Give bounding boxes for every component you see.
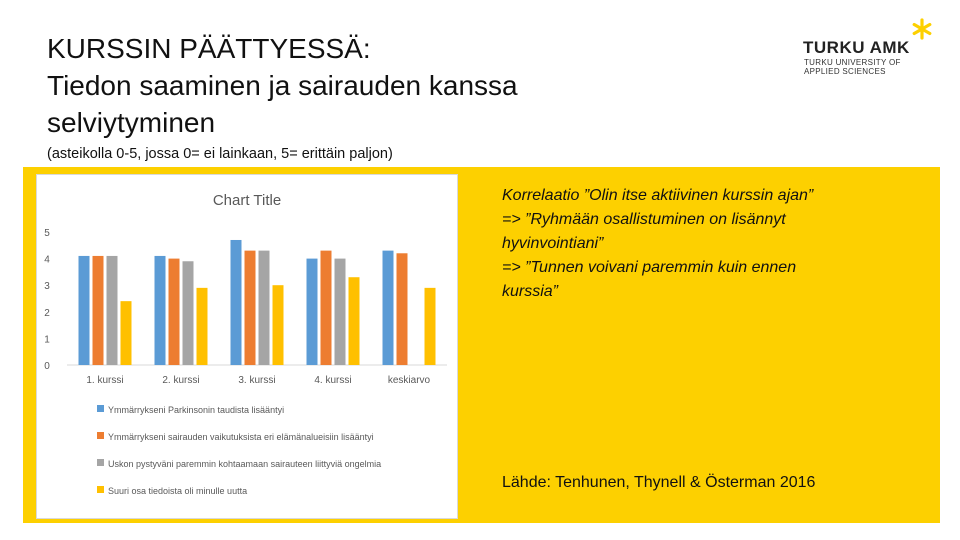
bar <box>307 259 318 365</box>
legend-swatch <box>97 486 104 493</box>
correlation-note <box>502 184 902 304</box>
correlation-line-3: hyvinvointiani” <box>502 235 604 252</box>
slide-title-line-1: KURSSIN PÄÄTTYESSÄ: <box>47 33 371 64</box>
y-tick-label: 1 <box>44 334 50 346</box>
asterisk-star-icon <box>911 18 933 40</box>
slide-title-line-2: Tiedon saaminen ja sairauden kanssa <box>47 70 518 101</box>
bar <box>93 256 104 365</box>
bar <box>197 288 208 365</box>
legend-label: Ymmärrykseni sairauden vaikutuksista eri elämänalueisiin lisääntyi <box>108 432 374 442</box>
bar <box>231 240 242 365</box>
bar <box>259 251 270 365</box>
correlation-line-2: => ”Ryhmään osallistuminen on lisännyt <box>502 211 786 228</box>
bar <box>349 277 360 365</box>
bar <box>335 259 346 365</box>
logo-subtext-line-2: APPLIED SCIENCES <box>804 67 886 76</box>
bar <box>169 259 180 365</box>
legend-swatch <box>97 459 104 466</box>
bar <box>383 251 394 365</box>
scale-note: (asteikolla 0-5, jossa 0= ei lainkaan, 5= erittäin paljon) <box>47 146 393 162</box>
x-tick-label: 1. kurssi <box>86 375 124 386</box>
y-tick-label: 3 <box>44 281 50 293</box>
slide-title-line-3: selviytyminen <box>47 107 216 138</box>
legend-label: Ymmärrykseni Parkinsonin taudista lisääntyi <box>108 405 285 415</box>
bar <box>245 251 256 365</box>
x-tick-label: 4. kurssi <box>314 375 352 386</box>
correlation-line-4: => ”Tunnen voivani paremmin kuin ennen <box>502 259 797 276</box>
correlation-line-5: kurssia” <box>502 283 559 300</box>
source-citation: Lähde: Tenhunen, Thynell & Österman 2016 <box>502 474 816 491</box>
y-tick-label: 0 <box>44 361 50 372</box>
bar <box>121 301 132 365</box>
logo-subtext-line-1: TURKU UNIVERSITY OF <box>804 58 901 67</box>
turku-amk-logo <box>803 18 933 78</box>
logo-wordmark: TURKU AMK <box>803 38 910 57</box>
bar <box>183 261 194 365</box>
bar <box>79 256 90 365</box>
bar <box>425 288 436 365</box>
slide-title <box>47 30 687 141</box>
logo-subtext <box>804 58 901 76</box>
bar-chart-svg <box>37 175 457 518</box>
legend-label: Uskon pystyväni paremmin kohtaamaan sairauteen liittyviä ongelmia <box>108 459 382 469</box>
bar <box>321 251 332 365</box>
y-tick-label: 5 <box>44 228 50 239</box>
x-tick-label: 2. kurssi <box>162 375 200 386</box>
bar <box>273 285 284 365</box>
bar <box>155 256 166 365</box>
legend-swatch <box>97 432 104 439</box>
y-tick-label: 4 <box>44 254 50 266</box>
legend-label: Suuri osa tiedoista oli minulle uutta <box>108 486 248 496</box>
bar <box>397 253 408 365</box>
correlation-line-1: Korrelaatio ”Olin itse aktiivinen kurssin ajan” <box>502 187 814 204</box>
legend-swatch <box>97 405 104 412</box>
chart-title: Chart Title <box>212 192 282 209</box>
bar-chart <box>36 174 458 519</box>
x-tick-label: keskiarvo <box>387 375 431 386</box>
x-tick-label: 3. kurssi <box>238 375 276 386</box>
bar <box>107 256 118 365</box>
y-tick-label: 2 <box>44 307 50 319</box>
